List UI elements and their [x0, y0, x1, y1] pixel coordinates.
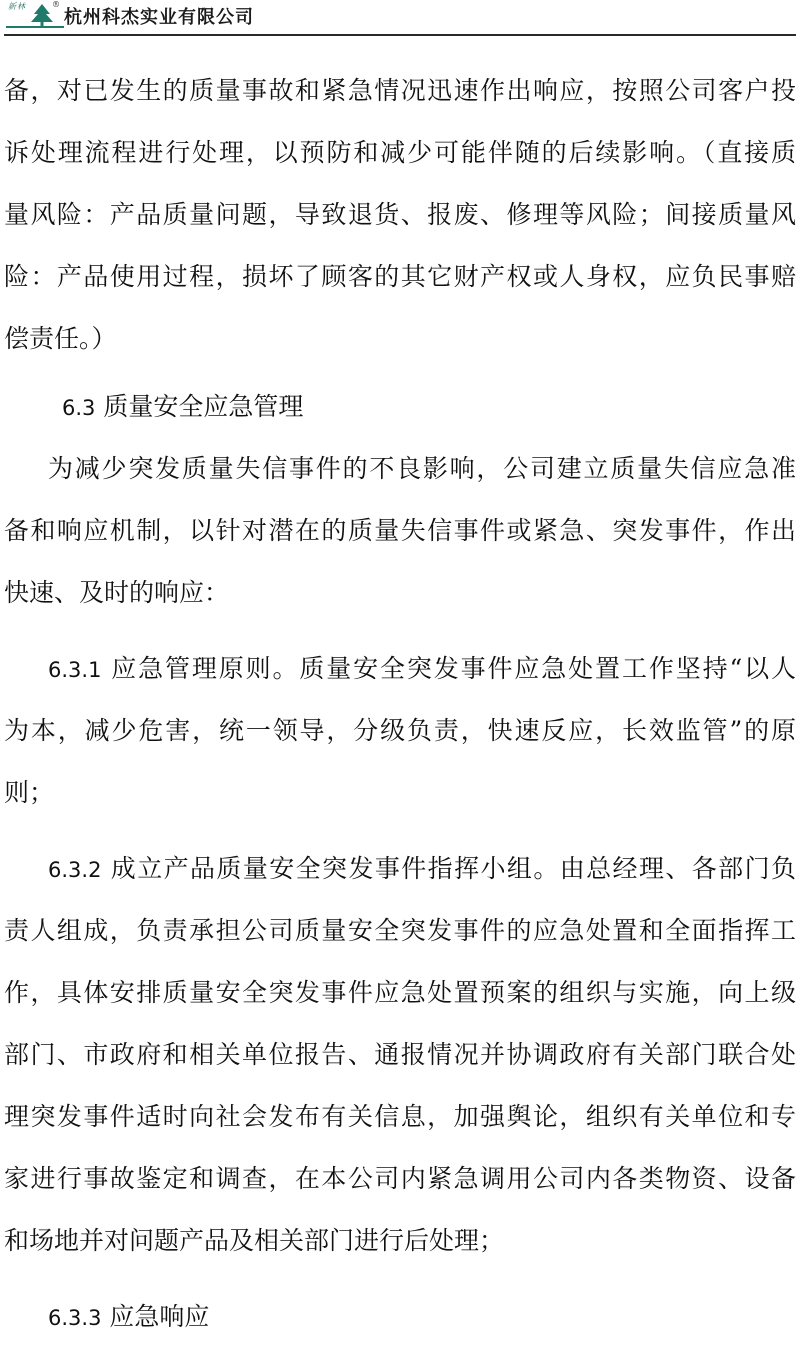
text-line: 诉处理流程进行处理，以预防和减少可能伴随的后续影响。（直接质 — [4, 138, 796, 167]
paragraph-quality-risk — [4, 60, 796, 370]
item-6-3-1 — [4, 638, 796, 824]
text-line: 和场地并对问题产品及相关部门进行后处理； — [4, 1226, 505, 1255]
logo-text: 新林 — [8, 2, 26, 11]
section-title: 质量安全应急管理 — [103, 392, 304, 421]
item-number: 6.3.1 — [48, 658, 102, 682]
item-6-3-2 — [4, 838, 796, 1272]
item-number: 6.3.3 — [48, 1306, 102, 1330]
text-line: 为减少突发质量失信事件的不良影响，公司建立质量失信应急准 — [48, 454, 796, 483]
paragraph-emergency-mechanism — [4, 438, 796, 624]
text-line: 为本，减少危害，统一领导，分级负责，快速反应，长效监管”的原 — [4, 716, 796, 745]
document-body — [4, 60, 796, 1348]
text-line: 部门、市政府和相关单位报告、通报情况并协调政府有关部门联合处 — [4, 1040, 796, 1069]
company-name: 杭州科杰实业有限公司 — [64, 7, 254, 28]
text-line: 险：产品使用过程，损坏了顾客的其它财产权或人身权，应负民事赔 — [4, 262, 796, 291]
section-number: 6.3 — [62, 396, 96, 420]
company-logo — [6, 0, 64, 30]
text-line: 则； — [4, 778, 55, 807]
text-line: 备，对已发生的质量事故和紧急情况迅速作出响应，按照公司客户投 — [4, 76, 796, 105]
item-heading-6-3-3 — [4, 1286, 796, 1348]
item-text: 成立产品质量安全突发事件指挥小组。由总经理、各部门负 — [110, 854, 796, 883]
section-heading-6-3 — [4, 376, 796, 438]
text-line: 偿责任。） — [4, 324, 117, 353]
item-number: 6.3.2 — [48, 858, 102, 882]
text-line: 家进行事故鉴定和调查，在本公司内紧急调用公司内各类物资、设备 — [4, 1164, 796, 1193]
page-header — [4, 0, 796, 36]
text-line: 备和响应机制，以针对潜在的质量失信事件或紧急、突发事件，作出 — [4, 516, 796, 545]
text-line — [4, 638, 796, 700]
item-text: 应急管理原则。质量安全突发事件应急处置工作坚持“以人 — [111, 654, 796, 683]
text-line: 量风险：产品质量问题，导致退货、报废、修理等风险；间接质量风 — [4, 200, 796, 229]
item-title: 应急响应 — [109, 1302, 210, 1331]
registered-mark: ® — [52, 0, 60, 9]
text-line: 责人组成，负责承担公司质量安全突发事件的应急处置和全面指挥工 — [4, 916, 796, 945]
text-line — [4, 838, 796, 900]
text-line: 作，具体安排质量安全突发事件应急处置预案的组织与实施，向上级 — [4, 978, 796, 1007]
text-line: 快速、及时的响应： — [4, 578, 230, 607]
text-line: 理突发事件适时向社会发布有关信息，加强舆论，组织有关单位和专 — [4, 1102, 796, 1131]
